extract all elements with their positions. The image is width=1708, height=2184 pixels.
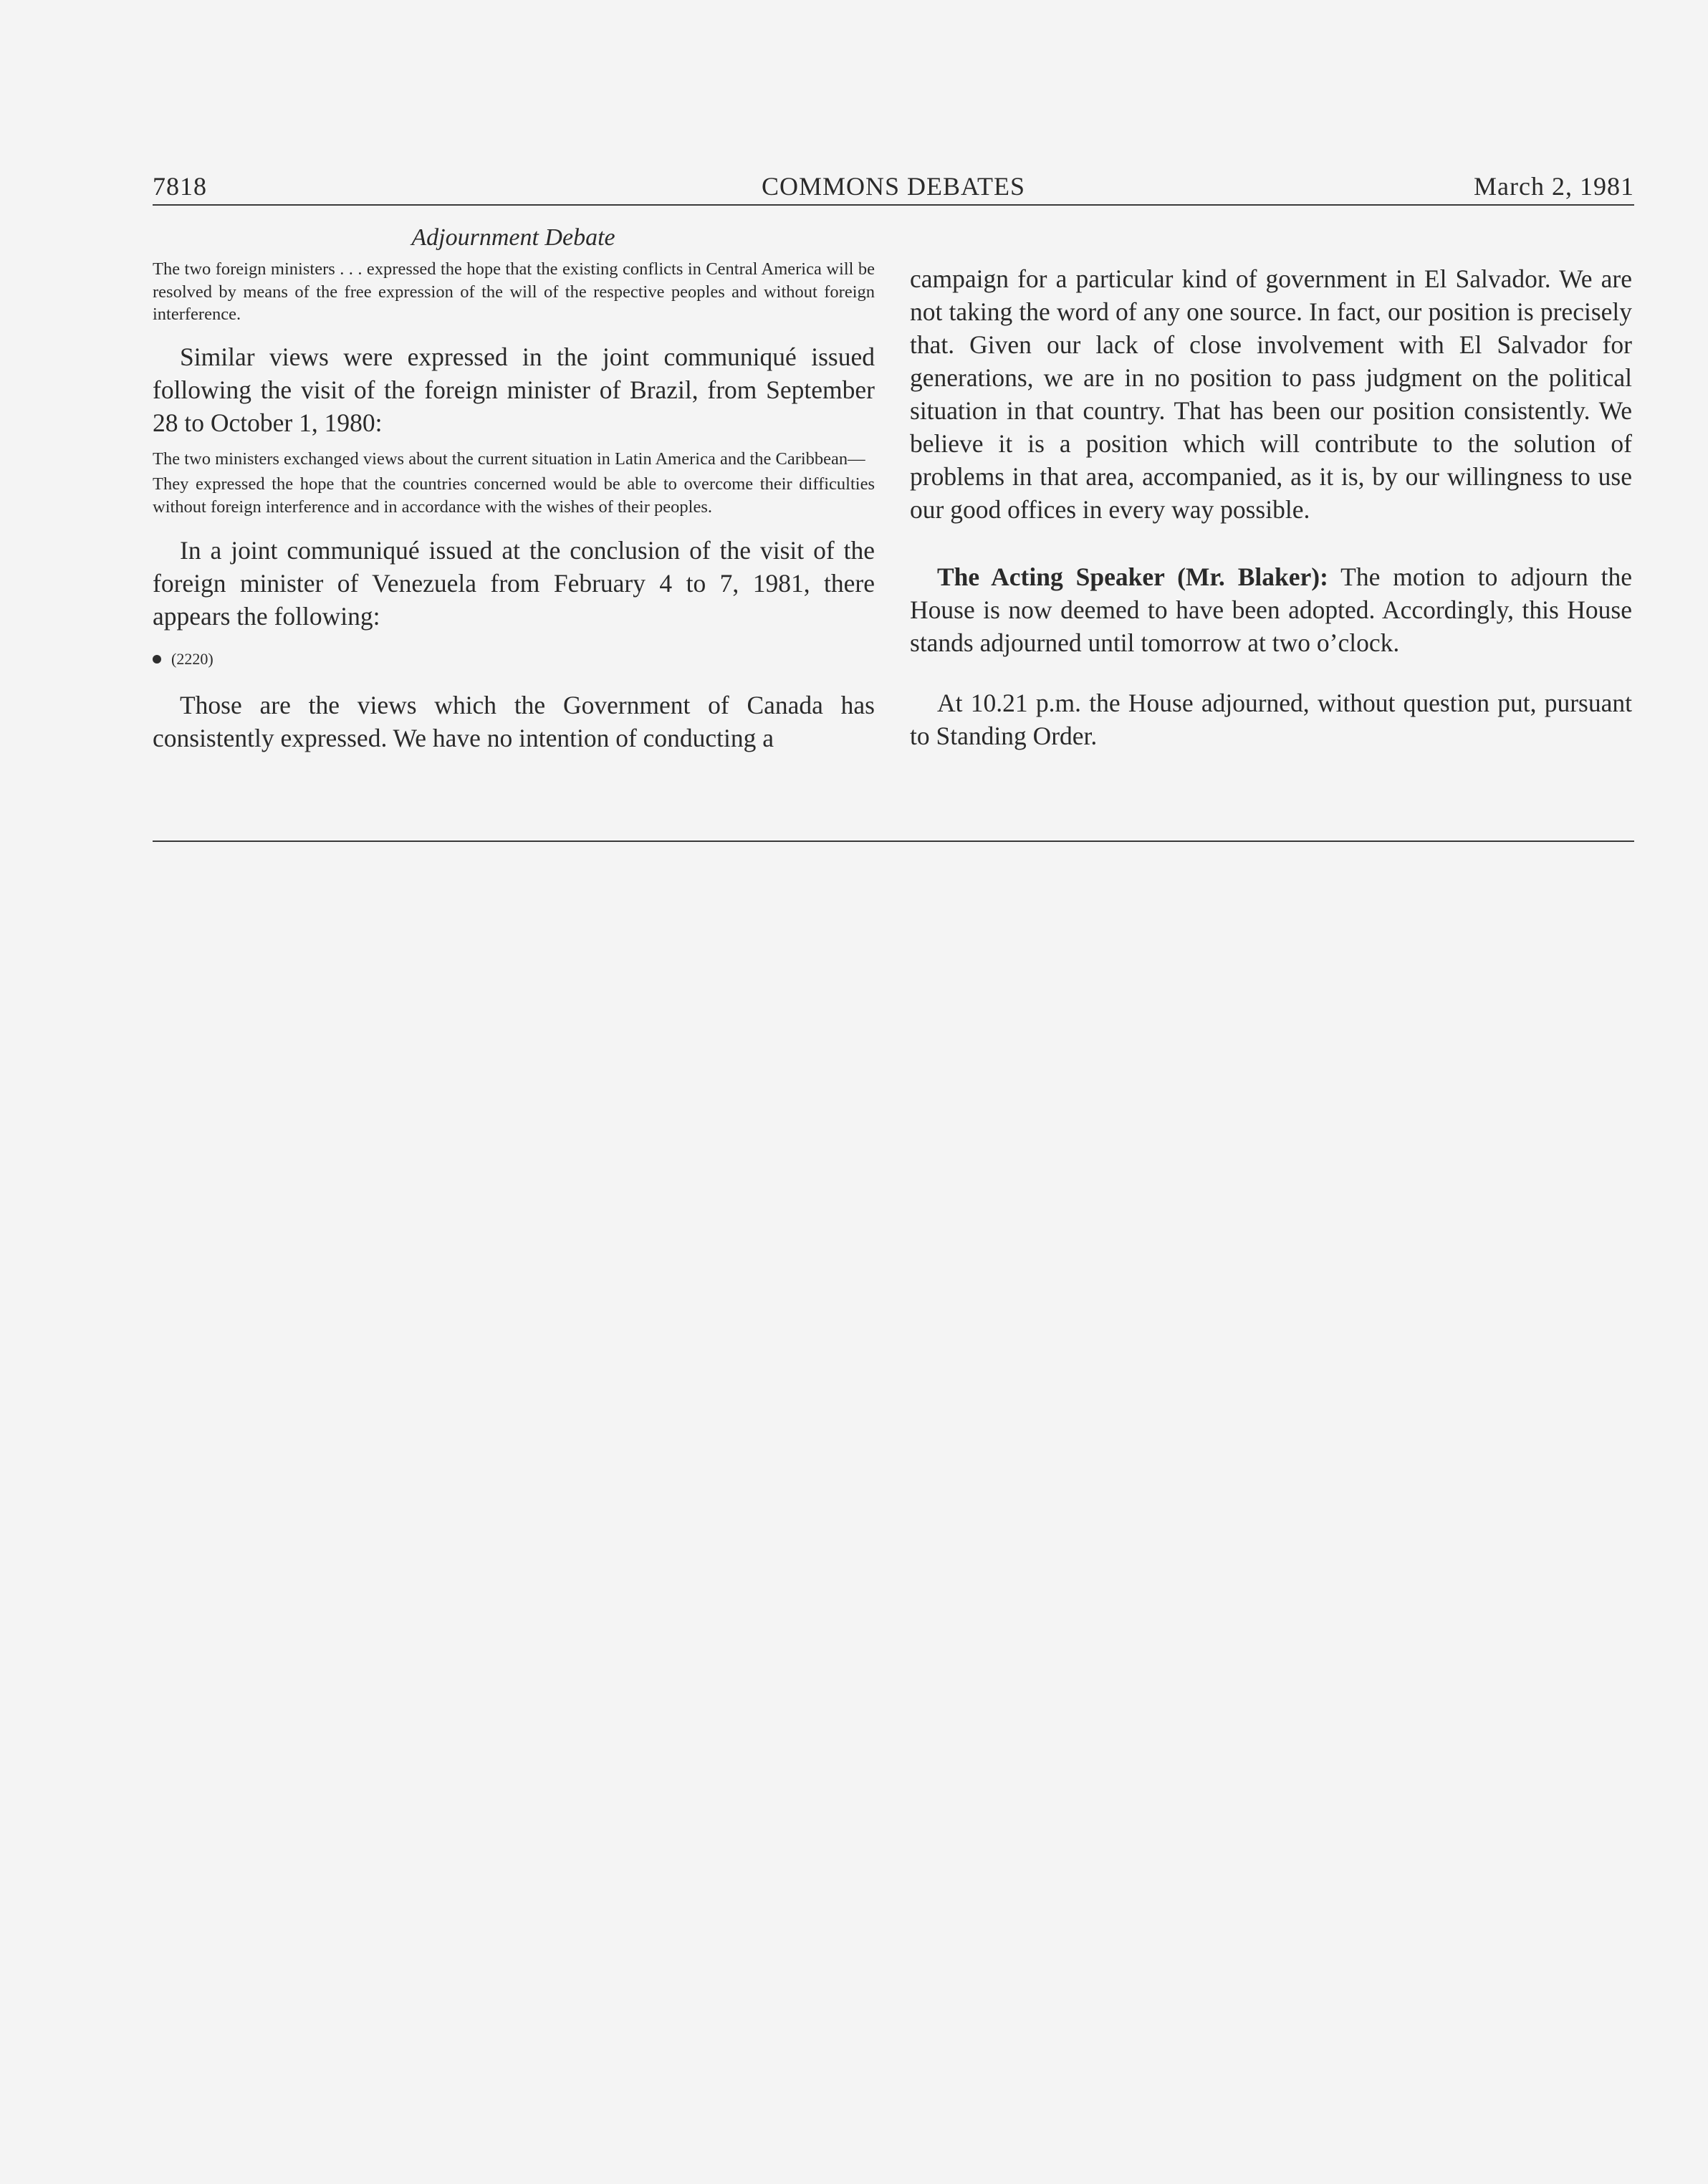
page-number: 7818 [153, 172, 207, 201]
quote-foreign-ministers: The two foreign ministers . . . expressed the hope that the existing conflicts in Central America will be resolved by means of the free expression of the will of the respective peoples and without foreign interference. [153, 259, 875, 324]
paragraph-acting-speaker [910, 560, 1632, 659]
time-marker-label: (2220) [171, 650, 214, 668]
paragraph-adjournment: At 10.21 p.m. the House adjourned, without question put, pursuant to Standing Order. [910, 689, 1632, 750]
left-column [153, 258, 875, 755]
time-marker [153, 648, 875, 670]
right-column [910, 262, 1632, 752]
issue-date: March 2, 1981 [1474, 172, 1634, 201]
paragraph-campaign-continuation: campaign for a particular kind of government in El Salvador. We are not taking the word of any one source. In fact, our position is precisely that. Given our lack of close involvement with El Salvador for generations, we are in no position to pass judgment on the political situation in that country. That has been our position consistently. We believe it is a position which will contribute to the solution of problems in that area, accompanied, as it is, by our willingness to use our good offices in every way possible. [910, 264, 1632, 524]
speaker-statement: The motion to adjourn the House is now deemed to have been adopted. Accordingly, this House stands adjourned until tomorrow at two o’clock. [910, 562, 1632, 657]
paragraph-government-views: Those are the views which the Government of Canada has consistently expressed. We have no intention of conducting a [153, 691, 875, 752]
journal-title: COMMONS DEBATES [761, 172, 1026, 201]
page-header [153, 169, 1634, 203]
speaker-name: The Acting Speaker (Mr. Blaker): [937, 562, 1328, 591]
quote-latin-america: The two ministers exchanged views about the current situation in Latin America and the Caribbean— [153, 449, 865, 469]
section-title: Adjournment Debate [411, 224, 615, 251]
bullet-icon [153, 655, 161, 664]
paragraph-venezuela-communique: In a joint communiqué issued at the conclusion of the visit of the foreign minister of Venezuela from February 4 to 7, 1981, there appears the following: [153, 536, 875, 631]
paragraph-brazil-communique: Similar views were expressed in the joint communiqué issued following the visit of the foreign minister of Brazil, from September 28 to October 1, 1980: [153, 342, 875, 437]
bottom-divider [153, 840, 1634, 842]
header-divider [153, 204, 1634, 206]
quote-countries-concerned: They expressed the hope that the countries concerned would be able to overcome their difficulties without foreign interference and in accordance with the wishes of their peoples. [153, 474, 875, 517]
